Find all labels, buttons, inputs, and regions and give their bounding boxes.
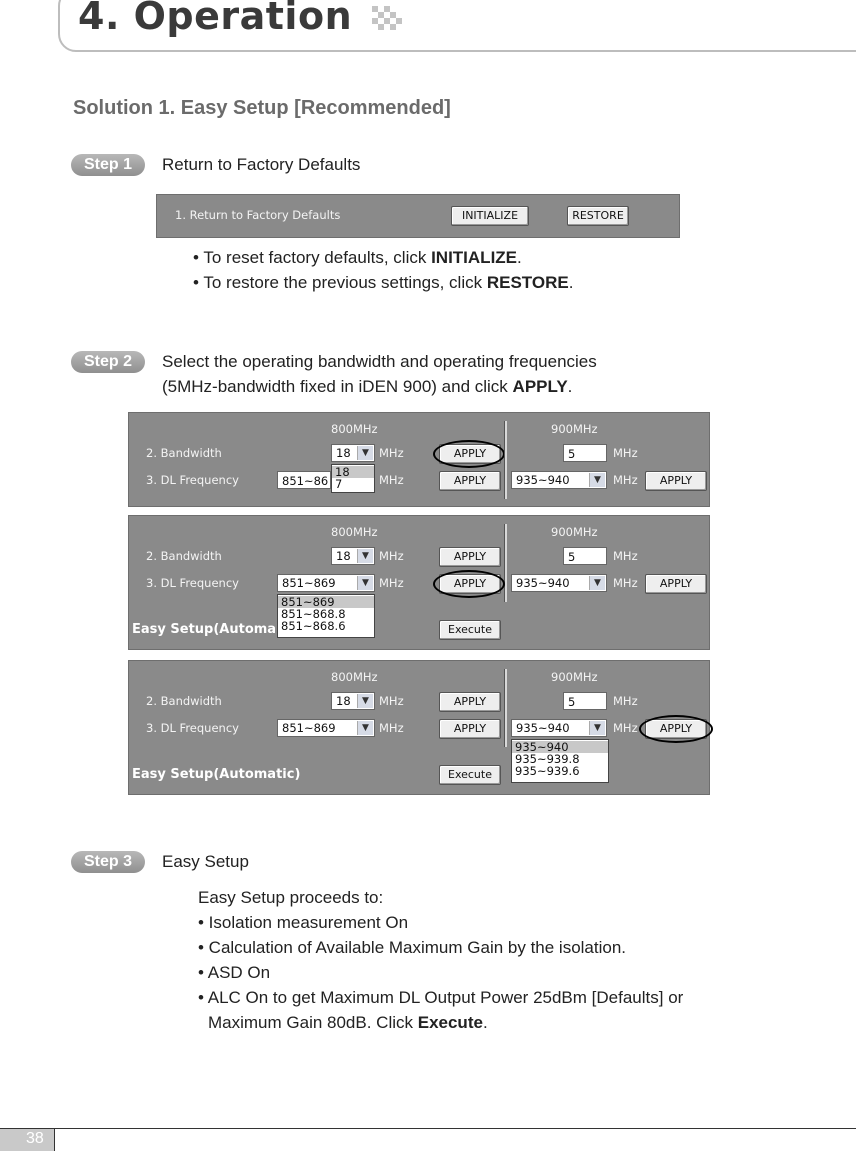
step-2-badge: Step 2 xyxy=(71,351,145,373)
list-item-continuation: Maximum Gain 80dB. Click Execute. xyxy=(208,1013,488,1032)
dl-frequency-900-select[interactable]: 935~940 ▼ xyxy=(511,719,607,737)
apply-frequency-900-button[interactable]: APPLY xyxy=(645,574,707,594)
list-item: • ASD On xyxy=(198,963,271,982)
chevron-down-icon[interactable]: ▼ xyxy=(357,694,373,708)
frequency-800-options-list[interactable] xyxy=(277,594,375,638)
bandwidth-options-list[interactable] xyxy=(331,464,375,493)
chevron-down-icon[interactable]: ▼ xyxy=(589,576,605,590)
column-divider xyxy=(504,669,507,747)
col-800-header: 800MHz xyxy=(331,670,378,684)
col-900-header: 900MHz xyxy=(551,422,598,436)
list-item: • ALC On to get Maximum DL Output Power 25dBm [Defaults] or xyxy=(198,988,684,1007)
apply-frequency-900-button[interactable]: APPLY xyxy=(645,719,707,739)
apply-bandwidth-800-button[interactable]: APPLY xyxy=(439,547,501,567)
option-item[interactable]: 851~869 xyxy=(278,596,374,608)
highlight-ring xyxy=(433,440,505,468)
step-3-title: Easy Setup xyxy=(162,852,249,871)
unit-label: MHz xyxy=(613,473,638,487)
execute-button[interactable]: Execute xyxy=(439,765,501,785)
unit-label: MHz xyxy=(613,721,638,735)
bandwidth-800-select[interactable]: 18 ▼ xyxy=(331,444,375,462)
highlight-ring xyxy=(639,715,713,743)
option-item[interactable]: 935~940 xyxy=(512,741,608,753)
restore-button[interactable]: RESTORE xyxy=(567,206,629,226)
chevron-down-icon[interactable]: ▼ xyxy=(357,549,373,563)
col-800-header: 800MHz xyxy=(331,525,378,539)
config-panel-bandwidth-dropdown xyxy=(128,412,710,507)
list-item: • Isolation measurement On xyxy=(198,913,409,932)
unit-label: MHz xyxy=(379,549,404,563)
execute-button[interactable]: Execute xyxy=(439,620,501,640)
decorative-checker-icon xyxy=(368,4,404,32)
unit-label: MHz xyxy=(379,473,404,487)
solution-heading: Solution 1. Easy Setup [Recommended] xyxy=(73,97,451,119)
col-800-header: 800MHz xyxy=(331,422,378,436)
footer-rule xyxy=(0,1128,856,1129)
initialize-button[interactable]: INITIALIZE xyxy=(451,206,529,226)
step-2-line1: Select the operating bandwidth and operating frequencies xyxy=(162,352,597,371)
config-panel-frequency-900-dropdown xyxy=(128,660,710,795)
page-title: 4. Operation xyxy=(78,0,353,38)
bandwidth-900-input[interactable]: 5 xyxy=(563,547,607,565)
dl-frequency-800-select[interactable]: 851~869 ▼ xyxy=(277,719,375,737)
config-panel-frequency-800-dropdown xyxy=(128,515,710,650)
bandwidth-900-input[interactable]: 5 xyxy=(563,444,607,462)
unit-label: MHz xyxy=(379,694,404,708)
chevron-down-icon[interactable]: ▼ xyxy=(589,473,605,487)
col-900-header: 900MHz xyxy=(551,525,598,539)
option-item[interactable]: 18 xyxy=(332,466,374,478)
apply-bandwidth-800-button[interactable]: APPLY xyxy=(439,444,501,464)
option-item[interactable]: 935~939.6 xyxy=(515,764,580,778)
unit-label: MHz xyxy=(379,721,404,735)
step-1-badge: Step 1 xyxy=(71,154,145,176)
apply-bandwidth-800-button[interactable]: APPLY xyxy=(439,692,501,712)
chevron-down-icon[interactable]: ▼ xyxy=(357,446,373,460)
step-1-bullets xyxy=(193,245,573,295)
step-1-title: Return to Factory Defaults xyxy=(162,155,361,174)
bandwidth-label: 2. Bandwidth xyxy=(146,446,222,460)
step-3-description xyxy=(198,885,683,1035)
factory-defaults-label: 1. Return to Factory Defaults xyxy=(175,208,341,222)
chevron-down-icon[interactable]: ▼ xyxy=(589,721,605,735)
bandwidth-label: 2. Bandwidth xyxy=(146,694,222,708)
frequency-900-options-list[interactable] xyxy=(511,739,609,783)
dl-frequency-800-select[interactable]: 851~869 ▼ xyxy=(277,574,375,592)
step-3-badge: Step 3 xyxy=(71,851,145,873)
chevron-down-icon[interactable]: ▼ xyxy=(357,721,373,735)
dl-frequency-label: 3. DL Frequency xyxy=(146,576,239,590)
bullet-initialize: • To reset factory defaults, click INITIALIZE. xyxy=(193,248,522,267)
bullet-restore: • To restore the previous settings, click RESTORE. xyxy=(193,273,574,292)
step-2-text xyxy=(162,349,597,399)
step-2-line2: (5MHz-bandwidth fixed in iDEN 900) and click APPLY. xyxy=(162,377,573,396)
apply-frequency-800-button[interactable]: APPLY xyxy=(439,574,501,594)
bandwidth-800-select[interactable]: 18 ▼ xyxy=(331,692,375,710)
dl-frequency-900-select[interactable]: 935~940 ▼ xyxy=(511,471,607,489)
page-number: 38 xyxy=(26,1130,44,1147)
option-item[interactable]: 851~868.8 xyxy=(281,607,346,621)
unit-label: MHz xyxy=(379,446,404,460)
option-item[interactable]: 935~939.8 xyxy=(515,752,580,766)
option-item[interactable]: 7 xyxy=(335,477,343,491)
dl-frequency-label: 3. DL Frequency xyxy=(146,473,239,487)
dl-frequency-900-select[interactable]: 935~940 ▼ xyxy=(511,574,607,592)
easy-setup-label: Easy Setup(Automa xyxy=(132,622,277,637)
easy-setup-intro: Easy Setup proceeds to: xyxy=(198,888,384,907)
bandwidth-label: 2. Bandwidth xyxy=(146,549,222,563)
unit-label: MHz xyxy=(613,446,638,460)
apply-frequency-900-button[interactable]: APPLY xyxy=(645,471,707,491)
factory-defaults-panel xyxy=(156,194,680,238)
unit-label: MHz xyxy=(613,549,638,563)
option-item[interactable]: 851~868.6 xyxy=(281,619,346,633)
unit-label: MHz xyxy=(613,576,638,590)
column-divider xyxy=(504,524,507,602)
bandwidth-800-select[interactable]: 18 ▼ xyxy=(331,547,375,565)
apply-frequency-800-button[interactable]: APPLY xyxy=(439,719,501,739)
unit-label: MHz xyxy=(613,694,638,708)
highlight-ring xyxy=(433,570,505,598)
apply-frequency-800-button[interactable]: APPLY xyxy=(439,471,501,491)
col-900-header: 900MHz xyxy=(551,670,598,684)
unit-label: MHz xyxy=(379,576,404,590)
column-divider xyxy=(504,421,507,499)
dl-frequency-label: 3. DL Frequency xyxy=(146,721,239,735)
dl-frequency-800-select[interactable]: 851~86 xyxy=(277,471,331,489)
list-item: • Calculation of Available Maximum Gain by the isolation. xyxy=(198,938,627,957)
bandwidth-900-input[interactable]: 5 xyxy=(563,692,607,710)
easy-setup-label: Easy Setup(Automatic) xyxy=(132,767,301,782)
chevron-down-icon[interactable]: ▼ xyxy=(357,576,373,590)
